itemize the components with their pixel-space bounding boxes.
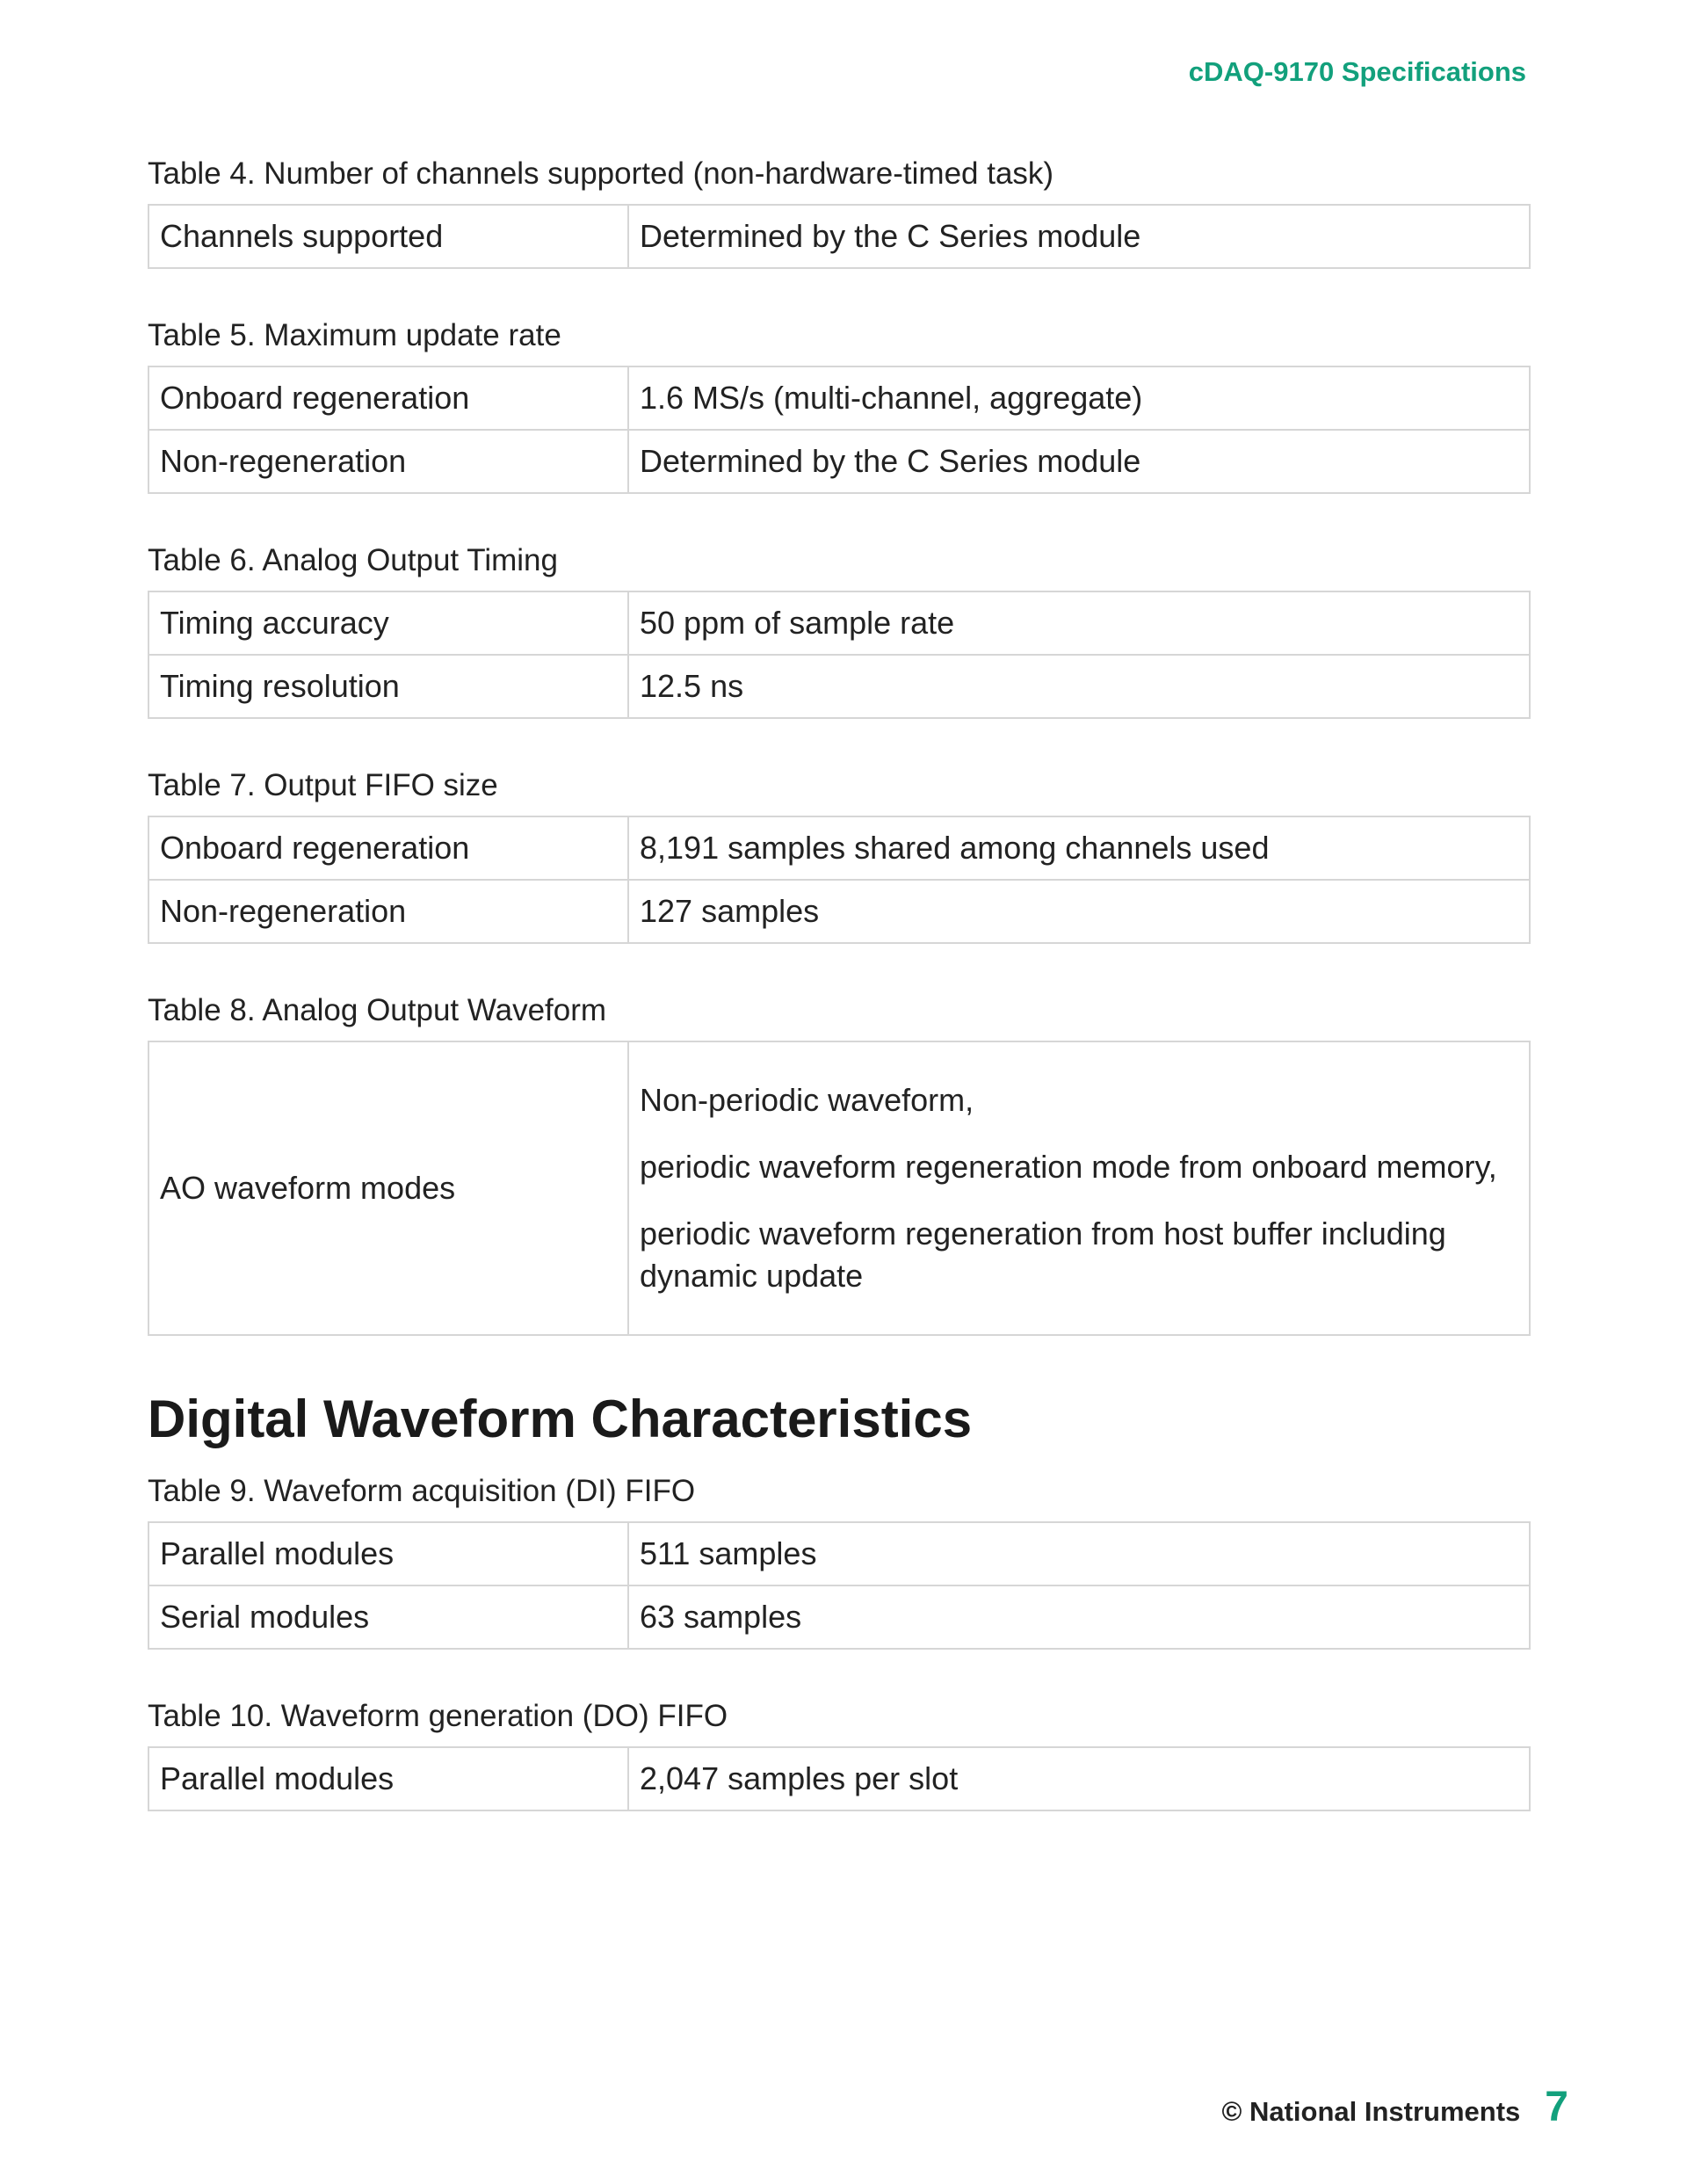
table-row (148, 1522, 1530, 1585)
row-key: Timing resolution (148, 655, 628, 718)
table-row (148, 205, 1530, 268)
table-caption: Table 9. Waveform acquisition (DI) FIFO (148, 1474, 696, 1508)
table-row (148, 366, 1530, 430)
table-caption: Table 5. Maximum update rate (148, 318, 561, 352)
row-value (628, 1041, 1530, 1335)
row-key: Non-regeneration (148, 430, 628, 493)
running-header: cDAQ-9170 Specifications (1188, 56, 1526, 87)
table-caption: Table 7. Output FIFO size (148, 768, 498, 802)
row-key: Parallel modules (148, 1747, 628, 1810)
row-key: Channels supported (148, 205, 628, 268)
spec-table-5 (148, 311, 1531, 494)
row-value: 50 ppm of sample rate (628, 591, 1530, 655)
spec-table-8 (148, 986, 1531, 1336)
table-row (148, 1041, 1530, 1335)
row-value: 2,047 samples per slot (628, 1747, 1530, 1810)
spec-table-9 (148, 1467, 1531, 1650)
table-caption: Table 6. Analog Output Timing (148, 543, 558, 577)
row-key: Timing accuracy (148, 591, 628, 655)
row-value: Determined by the C Series module (628, 430, 1530, 493)
row-value: 1.6 MS/s (multi-channel, aggregate) (628, 366, 1530, 430)
table-row (148, 1747, 1530, 1810)
value-line: periodic waveform regeneration mode from onboard memory, (640, 1149, 1497, 1185)
table-row (148, 655, 1530, 718)
spec-table-10 (148, 1692, 1531, 1811)
spec-table-4 (148, 149, 1531, 269)
row-key: Onboard regeneration (148, 366, 628, 430)
row-value: 63 samples (628, 1585, 1530, 1649)
row-key: Parallel modules (148, 1522, 628, 1585)
table-row (148, 430, 1530, 493)
row-value: Determined by the C Series module (628, 205, 1530, 268)
row-value: 8,191 samples shared among channels used (628, 816, 1530, 880)
row-value: 511 samples (628, 1522, 1530, 1585)
table-row (148, 1585, 1530, 1649)
row-key: Onboard regeneration (148, 816, 628, 880)
row-key: Non-regeneration (148, 880, 628, 943)
table-row (148, 880, 1530, 943)
value-line: periodic waveform regeneration from host buffer including dynamic update (640, 1215, 1446, 1294)
page-footer (1222, 2083, 1568, 2131)
spec-table-7 (148, 761, 1531, 944)
page-content (148, 149, 1531, 1854)
row-value: 127 samples (628, 880, 1530, 943)
table-caption: Table 4. Number of channels supported (non-hardware-timed task) (148, 156, 1054, 191)
row-key: Serial modules (148, 1585, 628, 1649)
table-row (148, 591, 1530, 655)
row-key: AO waveform modes (148, 1041, 628, 1335)
section-heading: Digital Waveform Characteristics (148, 1389, 973, 1448)
spec-table-6 (148, 536, 1531, 719)
page-number: 7 (1545, 2084, 1568, 2130)
copyright-text: © National Instruments (1221, 2096, 1521, 2127)
value-line: Non-periodic waveform, (640, 1082, 974, 1118)
table-row (148, 816, 1530, 880)
table-caption: Table 8. Analog Output Waveform (148, 993, 607, 1027)
table-caption: Table 10. Waveform generation (DO) FIFO (148, 1699, 728, 1733)
row-value: 12.5 ns (628, 655, 1530, 718)
